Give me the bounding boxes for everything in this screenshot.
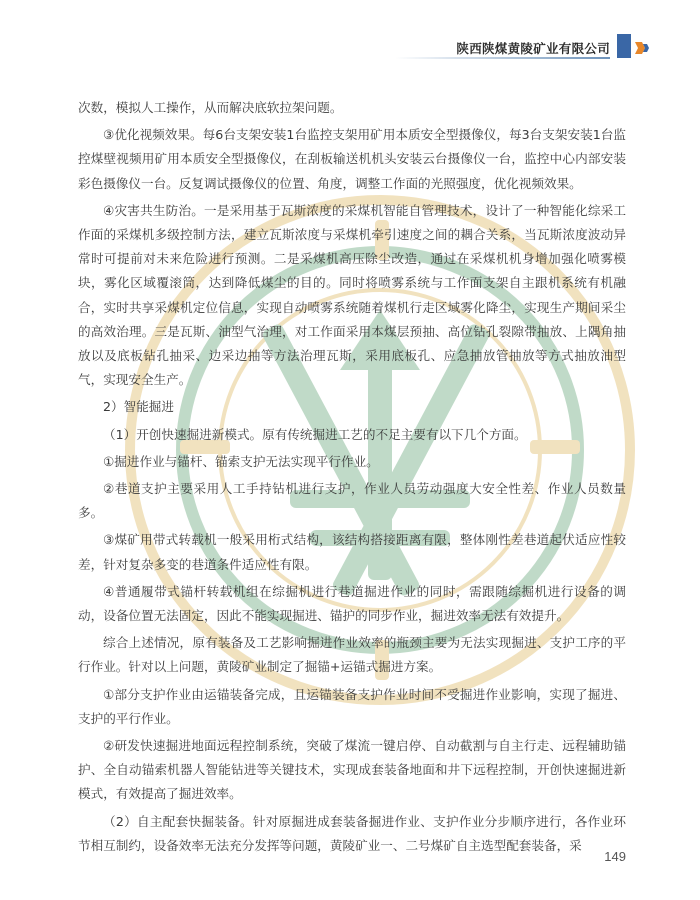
solution-item-1: ①部分支护作业由运锚装备完成，且运锚装备支护作业时间不受掘进作业影响，实现了掘进、支护的平行作业。 <box>78 686 626 726</box>
paragraph-video-optimization: ③优化视频效果。每6台支架安装1台监控支架用矿用本质安全型摄像仪，每3台支架安装1台监控煤壁视频用矿用本质安全型摄像仪，在刮板输送机机头安装云台摄像仪一台，监控中心内部安装彩色摄像仪一台。反复调试摄像仪的位置、角度，调整工作面的光照强度，优化视频效果。 <box>78 127 626 191</box>
page-header <box>0 0 700 62</box>
section-heading-smart-tunneling: 2）智能掘进 <box>103 399 174 415</box>
list-item-4: ④普通履带式锚杆转载机组在综掘机进行巷道掘进作业的同时，需跟随综掘机进行设备的调动，设备位置无法固定，因此不能实现掘进、锚护的同步作业，掘进效率无法有效提升。 <box>78 583 626 624</box>
paragraph-equipment: （2）自主配套快掘装备。针对原掘进成套装备掘进作业、支护作业分步顺序进行，各作业环节相互制约，设备效率无法充分发挥等问题，黄陵矿业一、二号煤矿自主选型配套装备，采 <box>78 813 626 853</box>
paragraph-summary: 综合上述情况，原有装备及工艺影响掘进作业效率的瓶颈主要为无法实现掘进、支护工序的平行作业。针对以上问题，黄陵矿业制定了掘锚+运锚式掘进方案。 <box>78 635 626 675</box>
header-divider <box>395 57 610 59</box>
page-number: 149 <box>604 849 626 864</box>
list-item-3: ③煤矿用带式转载机一般采用桁式结构，该结构搭接距离有限，整体刚性差巷道起伏适应性较差，针对复杂多变的巷道条件适应性有限。 <box>78 532 626 572</box>
company-name: 陕西陕煤黄陵矿业有限公司 <box>456 41 610 56</box>
paragraph-new-mode: （1）开创快速掘进新模式。原有传统掘进工艺的不足主要有以下几个方面。 <box>103 426 527 442</box>
orange-arrow-logo-icon <box>634 40 650 56</box>
document-body <box>78 96 626 861</box>
paragraph-continuation: 次数，模拟人工操作，从而解决底软拉架问题。 <box>78 100 343 115</box>
paragraph-disaster-prevention: ④灾害共生防治。一是采用基于瓦斯浓度的采煤机智能自管理技术，设计了一种智能化综采工作面的采煤机多级控制方法，建立瓦斯浓度与采煤机牵引速度之间的耦合关系，当瓦斯浓度波动异常时可提前对未来危险进行预测。二是采煤机高压除尘改造，通过在采煤机机身增加强化喷雾模块，雾化区域覆滚筒，达到降低煤尘的目的。同时将喷雾系统与工作面支架自主跟机系统有机融合，实时共享采煤机定位信息，实现自动喷雾系统随着煤机行走区域雾化降尘，实现生产期间采尘的高效治理。三是瓦斯、油型气治理，对工作面采用本煤层预抽、高位钻孔裂隙带抽放、上隅角抽放以及底板钻孔抽采、边采边抽等方法治理瓦斯，采用底板孔、应急抽放管抽放等方式抽放油型气，实现安全生产。 <box>78 202 626 388</box>
list-item-1: ①掘进作业与锚杆、锚索支护无法实现平行作业。 <box>103 453 379 469</box>
list-item-2: ②巷道支护主要采用人工手持钻机进行支护，作业人员劳动强度大安全性差、作业人员数量多。 <box>78 481 626 521</box>
solution-item-2: ②研发快速掘进地面远程控制系统，突破了煤流一键启停、自动截割与自主行走、远程辅助锚护、全自动锚索机器人智能钻进等关键技术，实现成套装备地面和井下远程控制，开创快速掘进新模式，有效提高了掘进效率。 <box>78 738 626 802</box>
header-tab-marker <box>617 34 631 58</box>
